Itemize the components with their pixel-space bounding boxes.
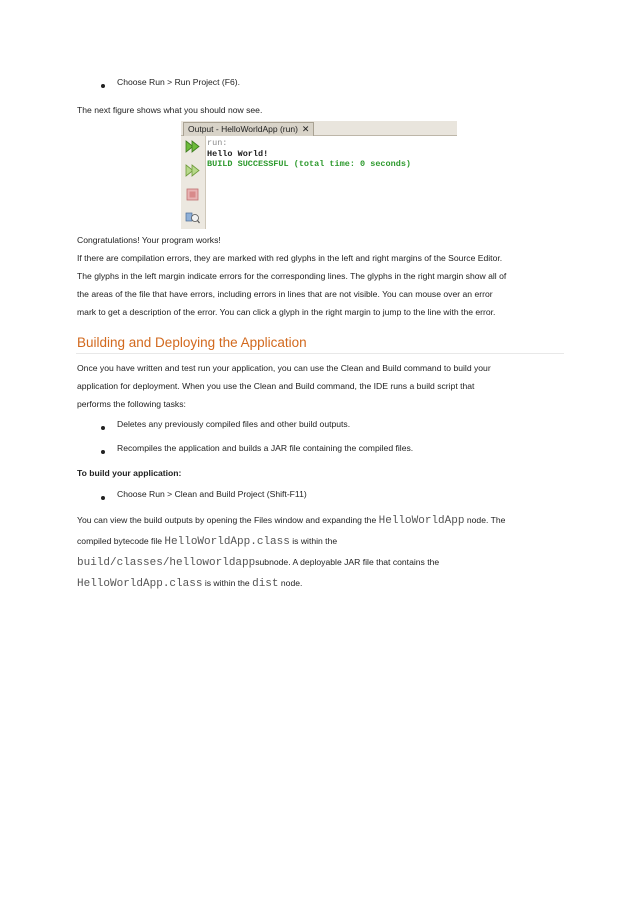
task-delete: Deletes any previously compiled files and other build outputs.	[117, 419, 351, 429]
console-line-run: run:	[207, 138, 228, 148]
bullet-icon	[101, 426, 105, 430]
code-dist: dist	[252, 578, 279, 590]
para3-text: compiled bytecode file	[77, 536, 163, 546]
para3-text: node.	[280, 578, 303, 588]
console-line-build: BUILD SUCCESSFUL (total time: 0 seconds)	[207, 159, 412, 169]
output-console	[207, 138, 411, 170]
section-heading: Building and Deploying the Application	[77, 335, 307, 350]
output-tab[interactable]	[183, 122, 314, 136]
bullet-icon	[101, 450, 105, 454]
heading-rule	[76, 353, 564, 354]
para2-line2: application for deployment. When you use the Clean and Build command, the IDE runs a build script that	[77, 381, 475, 391]
console-line-hello: Hello World!	[207, 148, 269, 159]
congrats-text: Congratulations! Your program works!	[77, 235, 221, 245]
para3-text: You can view the build outputs by opening the Files window and expanding the	[77, 515, 377, 525]
rerun-with-params-icon[interactable]	[185, 163, 200, 178]
code-helloworldapp: HelloWorldApp	[378, 515, 465, 527]
code-build-path: build/classes/helloworldapp	[77, 557, 256, 569]
para2-line3: performs the following tasks:	[77, 399, 186, 409]
output-tab-bar	[181, 121, 457, 136]
statistics-icon[interactable]	[185, 209, 200, 224]
close-icon[interactable]: ✕	[301, 124, 310, 134]
para3-text: is within the	[204, 578, 250, 588]
step-run-project: Choose Run > Run Project (F6).	[117, 77, 240, 87]
para1-line4: mark to get a description of the error. You can click a glyph in the right margin to jump to the line with the error.	[77, 307, 496, 317]
bullet-icon	[101, 496, 105, 500]
code-class-file: HelloWorldApp.class	[164, 536, 290, 548]
output-toolbar	[181, 136, 206, 229]
para3-text: node. The	[466, 515, 506, 525]
step-clean-build: Choose Run > Clean and Build Project (Shift-F11)	[117, 489, 307, 499]
task-recompile: Recompiles the application and builds a JAR file containing the compiled files.	[117, 443, 414, 453]
para3-line4	[77, 577, 302, 590]
para1-line3: the areas of the file that have errors, including errors in lines that are not visible. You can mouse over an error	[77, 289, 493, 299]
bullet-icon	[101, 84, 105, 88]
para1-line2: The glyphs in the left margin indicate errors for the corresponding lines. The glyphs in the right margin show all of	[77, 271, 507, 281]
para3-text: subnode. A deployable JAR file that contains the	[255, 557, 440, 567]
figure-intro: The next figure shows what you should now see.	[77, 105, 263, 115]
stop-icon[interactable]	[185, 187, 200, 202]
para3-text: is within the	[292, 536, 338, 546]
code-class-file-2: HelloWorldApp.class	[77, 578, 203, 590]
para1-line1: If there are compilation errors, they are marked with red glyphs in the left and right margins of the Source Editor.	[77, 253, 503, 263]
rerun-icon[interactable]	[185, 139, 200, 154]
para2-line1: Once you have written and test run your application, you can use the Clean and Build command to build your	[77, 363, 491, 373]
output-window	[181, 121, 457, 229]
output-tab-title: Output - HelloWorldApp (run)	[188, 124, 298, 134]
para3-line3	[77, 556, 439, 569]
para3-line1	[77, 514, 505, 527]
to-build-label: To build your application:	[77, 468, 182, 478]
para3-line2	[77, 535, 337, 548]
